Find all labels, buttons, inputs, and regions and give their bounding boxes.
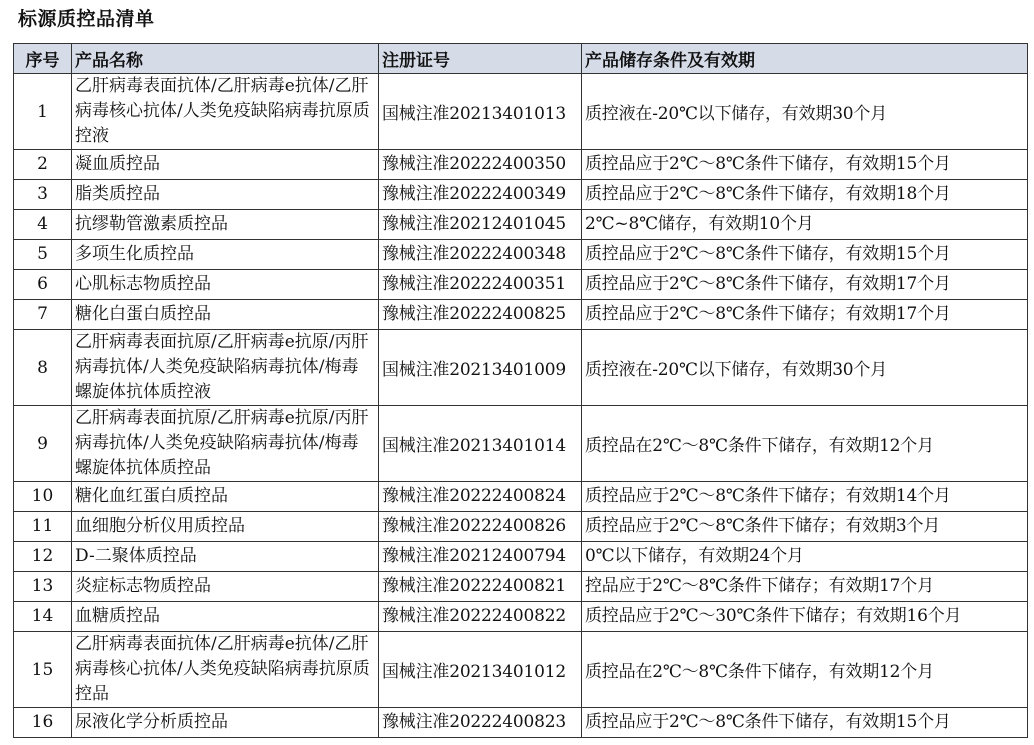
cell-registration-number: 豫械注准20222400822 bbox=[379, 602, 582, 632]
table-row bbox=[14, 602, 1028, 632]
cell-registration-number: 豫械注准20222400823 bbox=[379, 708, 582, 738]
cell-storage-conditions: 2℃~8℃储存，有效期10个月 bbox=[582, 210, 1028, 240]
cell-serial-number: 9 bbox=[14, 406, 72, 482]
cell-storage-conditions: 质控品应于2℃～30℃条件下储存；有效期16个月 bbox=[582, 602, 1028, 632]
cell-storage-conditions: 质控品在2℃～8℃条件下储存，有效期12个月 bbox=[582, 632, 1028, 708]
cell-registration-number: 国械注准20213401014 bbox=[379, 406, 582, 482]
cell-registration-number: 国械注准20213401012 bbox=[379, 632, 582, 708]
cell-serial-number: 16 bbox=[14, 708, 72, 738]
cell-product-name: 尿液化学分析质控品 bbox=[72, 708, 379, 738]
product-table bbox=[13, 43, 1028, 738]
table-row bbox=[14, 512, 1028, 542]
cell-registration-number: 豫械注准20222400350 bbox=[379, 150, 582, 180]
table-row bbox=[14, 542, 1028, 572]
cell-registration-number: 豫械注准20222400348 bbox=[379, 240, 582, 270]
table-row bbox=[14, 210, 1028, 240]
cell-serial-number: 4 bbox=[14, 210, 72, 240]
cell-registration-number: 豫械注准20212401045 bbox=[379, 210, 582, 240]
cell-product-name: 血细胞分析仪用质控品 bbox=[72, 512, 379, 542]
table-row bbox=[14, 240, 1028, 270]
cell-storage-conditions: 质控品在2℃～8℃条件下储存，有效期12个月 bbox=[582, 406, 1028, 482]
cell-product-name: 乙肝病毒表面抗体/乙肝病毒e抗体/乙肝病毒核心抗体/人类免疫缺陷病毒抗原质控液 bbox=[72, 74, 379, 150]
cell-product-name: 脂类质控品 bbox=[72, 180, 379, 210]
table-row bbox=[14, 482, 1028, 512]
cell-serial-number: 1 bbox=[14, 74, 72, 150]
cell-registration-number: 国械注准20213401009 bbox=[379, 330, 582, 406]
cell-serial-number: 14 bbox=[14, 602, 72, 632]
table-header-row bbox=[14, 44, 1028, 74]
cell-storage-conditions: 质控品应于2℃～8℃条件下储存；有效期3个月 bbox=[582, 512, 1028, 542]
cell-storage-conditions: 质控品应于2℃～8℃条件下储存，有效期17个月 bbox=[582, 270, 1028, 300]
cell-serial-number: 3 bbox=[14, 180, 72, 210]
cell-storage-conditions: 质控品应于2℃～8℃条件下储存，有效期15个月 bbox=[582, 240, 1028, 270]
cell-storage-conditions: 质控品应于2℃～8℃条件下储存；有效期14个月 bbox=[582, 482, 1028, 512]
cell-serial-number: 10 bbox=[14, 482, 72, 512]
cell-product-name: 糖化血红蛋白质控品 bbox=[72, 482, 379, 512]
header-product-name: 产品名称 bbox=[72, 44, 379, 74]
cell-serial-number: 11 bbox=[14, 512, 72, 542]
cell-serial-number: 15 bbox=[14, 632, 72, 708]
cell-serial-number: 2 bbox=[14, 150, 72, 180]
cell-serial-number: 6 bbox=[14, 270, 72, 300]
cell-storage-conditions: 质控品应于2℃～8℃条件下储存；有效期17个月 bbox=[582, 300, 1028, 330]
cell-registration-number: 豫械注准20222400826 bbox=[379, 512, 582, 542]
header-registration-number: 注册证号 bbox=[379, 44, 582, 74]
cell-product-name: 炎症标志物质控品 bbox=[72, 572, 379, 602]
cell-registration-number: 豫械注准20212400794 bbox=[379, 542, 582, 572]
cell-product-name: 凝血质控品 bbox=[72, 150, 379, 180]
cell-serial-number: 5 bbox=[14, 240, 72, 270]
cell-product-name: 心肌标志物质控品 bbox=[72, 270, 379, 300]
cell-registration-number: 豫械注准20222400349 bbox=[379, 180, 582, 210]
table-row bbox=[14, 406, 1028, 482]
cell-serial-number: 13 bbox=[14, 572, 72, 602]
cell-storage-conditions: 质控品应于2℃～8℃条件下储存，有效期15个月 bbox=[582, 708, 1028, 738]
table-row bbox=[14, 632, 1028, 708]
cell-product-name: D-二聚体质控品 bbox=[72, 542, 379, 572]
table-row bbox=[14, 270, 1028, 300]
cell-storage-conditions: 控品应于2℃～8℃条件下储存；有效期17个月 bbox=[582, 572, 1028, 602]
cell-product-name: 多项生化质控品 bbox=[72, 240, 379, 270]
cell-storage-conditions: 0℃以下储存，有效期24个月 bbox=[582, 542, 1028, 572]
cell-product-name: 抗缪勒管激素质控品 bbox=[72, 210, 379, 240]
cell-product-name: 血糖质控品 bbox=[72, 602, 379, 632]
table-row bbox=[14, 300, 1028, 330]
header-serial-number: 序号 bbox=[14, 44, 72, 74]
cell-storage-conditions: 质控液在-20℃以下储存，有效期30个月 bbox=[582, 330, 1028, 406]
cell-product-name: 乙肝病毒表面抗原/乙肝病毒e抗原/丙肝病毒抗体/人类免疫缺陷病毒抗体/梅毒螺旋体抗体质控品 bbox=[72, 406, 379, 482]
cell-registration-number: 国械注准20213401013 bbox=[379, 74, 582, 150]
page-title: 标源质控品清单 bbox=[18, 8, 155, 30]
cell-product-name: 乙肝病毒表面抗体/乙肝病毒e抗体/乙肝病毒核心抗体/人类免疫缺陷病毒抗原质控品 bbox=[72, 632, 379, 708]
cell-registration-number: 豫械注准20222400824 bbox=[379, 482, 582, 512]
table-row bbox=[14, 330, 1028, 406]
cell-serial-number: 8 bbox=[14, 330, 72, 406]
cell-storage-conditions: 质控液在-20℃以下储存，有效期30个月 bbox=[582, 74, 1028, 150]
cell-product-name: 糖化白蛋白质控品 bbox=[72, 300, 379, 330]
table-row bbox=[14, 150, 1028, 180]
table-row bbox=[14, 180, 1028, 210]
cell-registration-number: 豫械注准20222400825 bbox=[379, 300, 582, 330]
cell-serial-number: 7 bbox=[14, 300, 72, 330]
header-storage-conditions: 产品储存条件及有效期 bbox=[582, 44, 1028, 74]
cell-registration-number: 豫械注准20222400351 bbox=[379, 270, 582, 300]
cell-storage-conditions: 质控品应于2℃～8℃条件下储存，有效期18个月 bbox=[582, 180, 1028, 210]
cell-product-name: 乙肝病毒表面抗原/乙肝病毒e抗原/丙肝病毒抗体/人类免疫缺陷病毒抗体/梅毒螺旋体抗体质控液 bbox=[72, 330, 379, 406]
cell-serial-number: 12 bbox=[14, 542, 72, 572]
cell-registration-number: 豫械注准20222400821 bbox=[379, 572, 582, 602]
cell-storage-conditions: 质控品应于2℃～8℃条件下储存，有效期15个月 bbox=[582, 150, 1028, 180]
table-row bbox=[14, 572, 1028, 602]
table-row bbox=[14, 74, 1028, 150]
table-row bbox=[14, 708, 1028, 738]
